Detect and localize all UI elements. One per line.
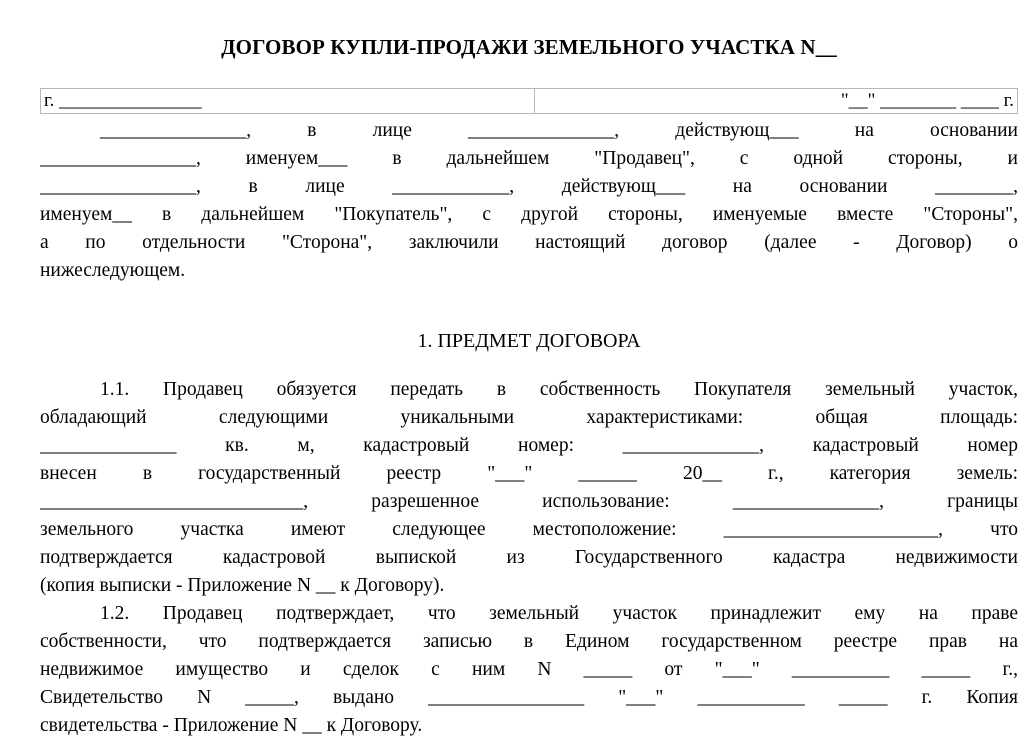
intro-line: нижеследующем. bbox=[40, 260, 186, 281]
intro-paragraph bbox=[40, 117, 1018, 285]
clause-line: Свидетельство N _____, выдано ________________ "___" ___________ _____ г. Копия bbox=[40, 687, 1018, 708]
place-cell: г. _______________ bbox=[41, 89, 535, 114]
clause-line: свидетельства - Приложение N __ к Договору. bbox=[40, 715, 423, 736]
clause-line: обладающий следующими уникальными характеристиками: общая площадь: bbox=[40, 407, 1018, 428]
clause-line: 1.1. Продавец обязуется передать в собственность Покупателя земельный участок, bbox=[100, 379, 1018, 400]
clause-line: собственности, что подтверждается записью в Едином государственном реестре прав на bbox=[40, 631, 1018, 652]
document-page bbox=[40, 0, 1018, 736]
clause-line: 1.2. Продавец подтверждает, что земельный участок принадлежит ему на праве bbox=[100, 603, 1018, 624]
section-1-heading: 1. ПРЕДМЕТ ДОГОВОРА bbox=[417, 330, 641, 352]
date-cell: "__" ________ ____ г. bbox=[535, 89, 1018, 114]
clause-line: земельного участка имеют следующее местоположение: ______________________, что bbox=[40, 519, 1018, 540]
intro-line: ________________, именуем___ в дальнейшем "Продавец", с одной стороны, и bbox=[40, 148, 1018, 169]
intro-line: а по отдельности "Сторона", заключили настоящий договор (далее - Договор) о bbox=[40, 232, 1018, 253]
clause-line: подтверждается кадастровой выпиской из Государственного кадастра недвижимости bbox=[40, 547, 1018, 568]
place-date-table bbox=[40, 88, 1018, 114]
clause-line: ______________ кв. м, кадастровый номер: ______________, кадастровый номер bbox=[40, 435, 1018, 456]
clause-1-1 bbox=[40, 376, 1018, 600]
intro-line: _______________, в лице _______________, действующ___ на основании bbox=[100, 120, 1018, 141]
clause-line: внесен в государственный реестр "___" ______ 20__ г., категория земель: bbox=[40, 463, 1018, 484]
intro-line: именуем__ в дальнейшем "Покупатель", с другой стороны, именуемые вместе "Стороны", bbox=[40, 204, 1018, 225]
document-title: ДОГОВОР КУПЛИ-ПРОДАЖИ ЗЕМЕЛЬНОГО УЧАСТКА N__ bbox=[221, 35, 837, 59]
clause-line: ___________________________, разрешенное использование: _______________, границы bbox=[40, 491, 1018, 512]
clause-1-2 bbox=[40, 600, 1018, 740]
clause-line: недвижимое имущество и сделок с ним N _____ от "___" __________ _____ г., bbox=[40, 659, 1018, 680]
clause-line: (копия выписки - Приложение N __ к Договору). bbox=[40, 575, 445, 596]
intro-line: ________________, в лице ____________, действующ___ на основании ________, bbox=[40, 176, 1018, 197]
